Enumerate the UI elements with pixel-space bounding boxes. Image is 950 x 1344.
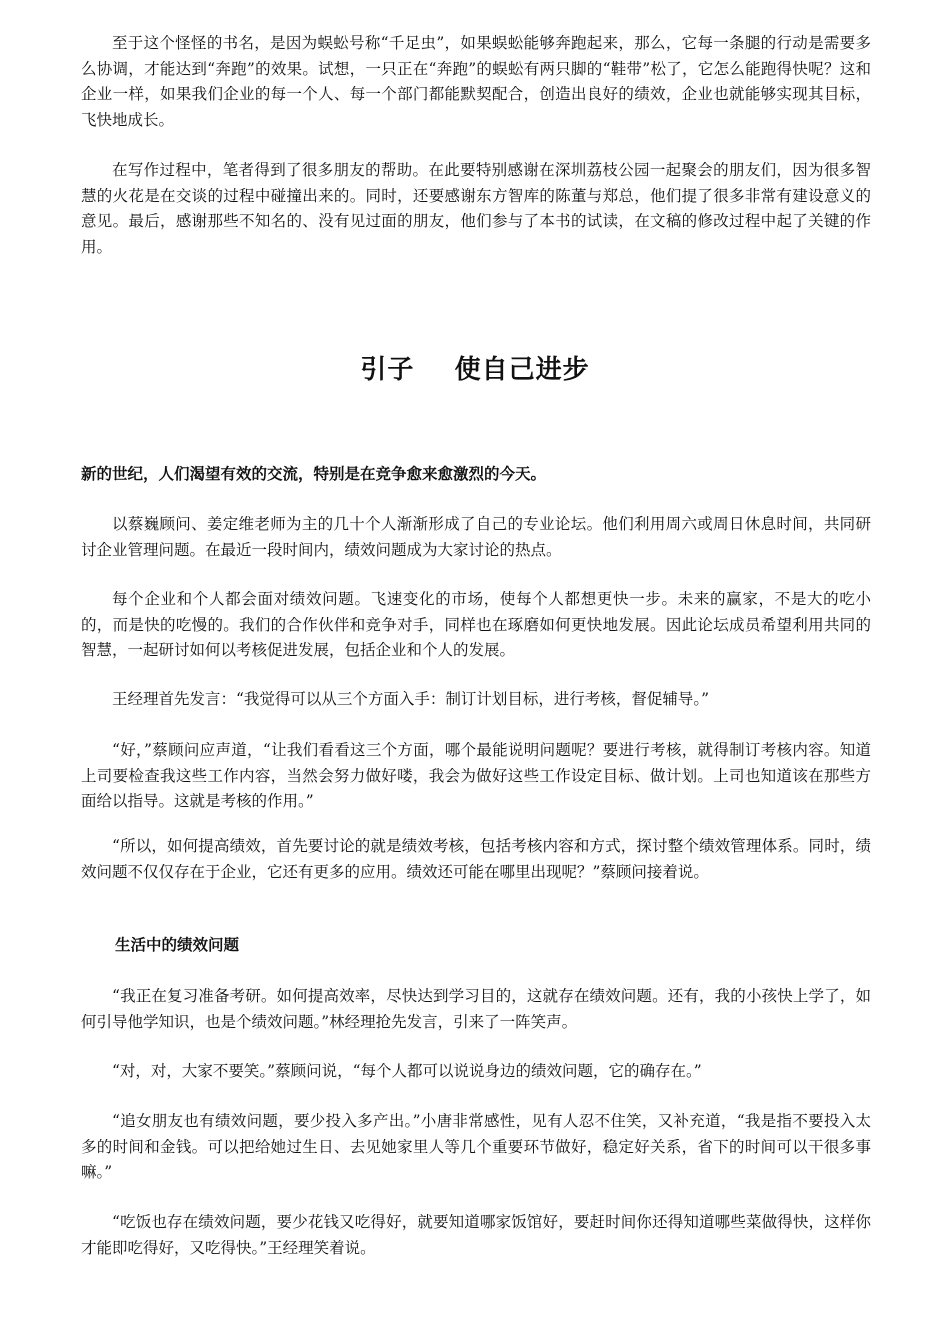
section-paragraph: “对，对，大家不要笑。”蔡顾问说，“每个人都可以说说身边的绩效问题，它的确存在。” xyxy=(112,1062,702,1080)
preface-paragraph-book-title: 至于这个怪怪的书名，是因为蜈蚣号称“千足虫”，如果蜈蚣能够奔跑起来，那么，它每一条腿的行动是需要多么协调，才能达到“奔跑”的效果。试想，一只正在“奔跑”的蜈蚣有两只脚的“鞋带”松了，它怎么能跑得快呢？这和企业一样，如果我们企业的每一个人、每一个部门都能默契配合，创造出良好的绩效，企业也就能够实现其目标，飞快地成长。 xyxy=(81,34,871,129)
section-paragraph: “我正在复习准备考研。如何提高效率，尽快达到学习目的，这就存在绩效问题。还有，我的小孩快上学了，如何引导他学知识，也是个绩效问题。”林经理抢先发言，引来了一阵笑声。 xyxy=(81,987,871,1031)
chapter-paragraph: 以蔡巍顾问、姜定维老师为主的几十个人渐渐形成了自己的专业论坛。他们利用周六或周日休息时间，共同研讨企业管理问题。在最近一段时间内，绩效问题成为大家讨论的热点。 xyxy=(81,515,871,559)
chapter-paragraph: “好，”蔡顾问应声道，“让我们看看这三个方面，哪个最能说明问题呢？要进行考核，就得制订考核内容。知道上司要检查我这些工作内容，当然会努力做好喽，我会为做好这些工作设定目标、做计划。上司也知道该在那些方面给以指导。这就是考核的作用。” xyxy=(81,741,871,810)
chapter-title: 引子 使自己进步 xyxy=(360,355,590,385)
chapter-paragraph: 王经理首先发言：“我觉得可以从三个方面入手：制订计划目标，进行考核，督促辅导。” xyxy=(112,690,710,708)
section-heading: 生活中的绩效问题 xyxy=(115,936,240,954)
section-paragraph: “追女朋友也有绩效问题，要少投入多产出。”小唐非常感性，见有人忍不住笑，又补充道，“我是指不要投入太多的时间和金钱。可以把给她过生日、去见她家里人等几个重要环节做好，稳定好关系，省下的时间可以干很多事嘛。” xyxy=(81,1112,871,1181)
chapter-lead: 新的世纪，人们渴望有效的交流，特别是在竞争愈来愈激烈的今天。 xyxy=(81,465,547,483)
chapter-paragraph: 每个企业和个人都会面对绩效问题。飞速变化的市场，使每个人都想更快一步。未来的赢家，不是大的吃小的，而是快的吃慢的。我们的合作伙伴和竞争对手，同样也在琢磨如何更快地发展。因此论坛成员希望利用共同的智慧，一起研讨如何以考核促进发展，包括企业和个人的发展。 xyxy=(81,590,871,659)
preface-paragraph-acknowledgements: 在写作过程中，笔者得到了很多朋友的帮助。在此要特别感谢在深圳荔枝公园一起聚会的朋友们，因为很多智慧的火花是在交谈的过程中碰撞出来的。同时，还要感谢东方智库的陈董与郑总，他们提了很多非常有建设意义的意见。最后，感谢那些不知名的、没有见过面的朋友，他们参与了本书的试读，在文稿的修改过程中起了关键的作用。 xyxy=(81,161,871,256)
chapter-paragraph: “所以，如何提高绩效，首先要讨论的就是绩效考核，包括考核内容和方式，探讨整个绩效管理体系。同时，绩效问题不仅仅存在于企业，它还有更多的应用。绩效还可能在哪里出现呢？”蔡顾问接着说。 xyxy=(81,837,871,881)
section-paragraph: “吃饭也存在绩效问题，要少花钱又吃得好，就要知道哪家饭馆好，要赶时间你还得知道哪些菜做得快，这样你才能即吃得好，又吃得快。”王经理笑着说。 xyxy=(81,1213,871,1257)
